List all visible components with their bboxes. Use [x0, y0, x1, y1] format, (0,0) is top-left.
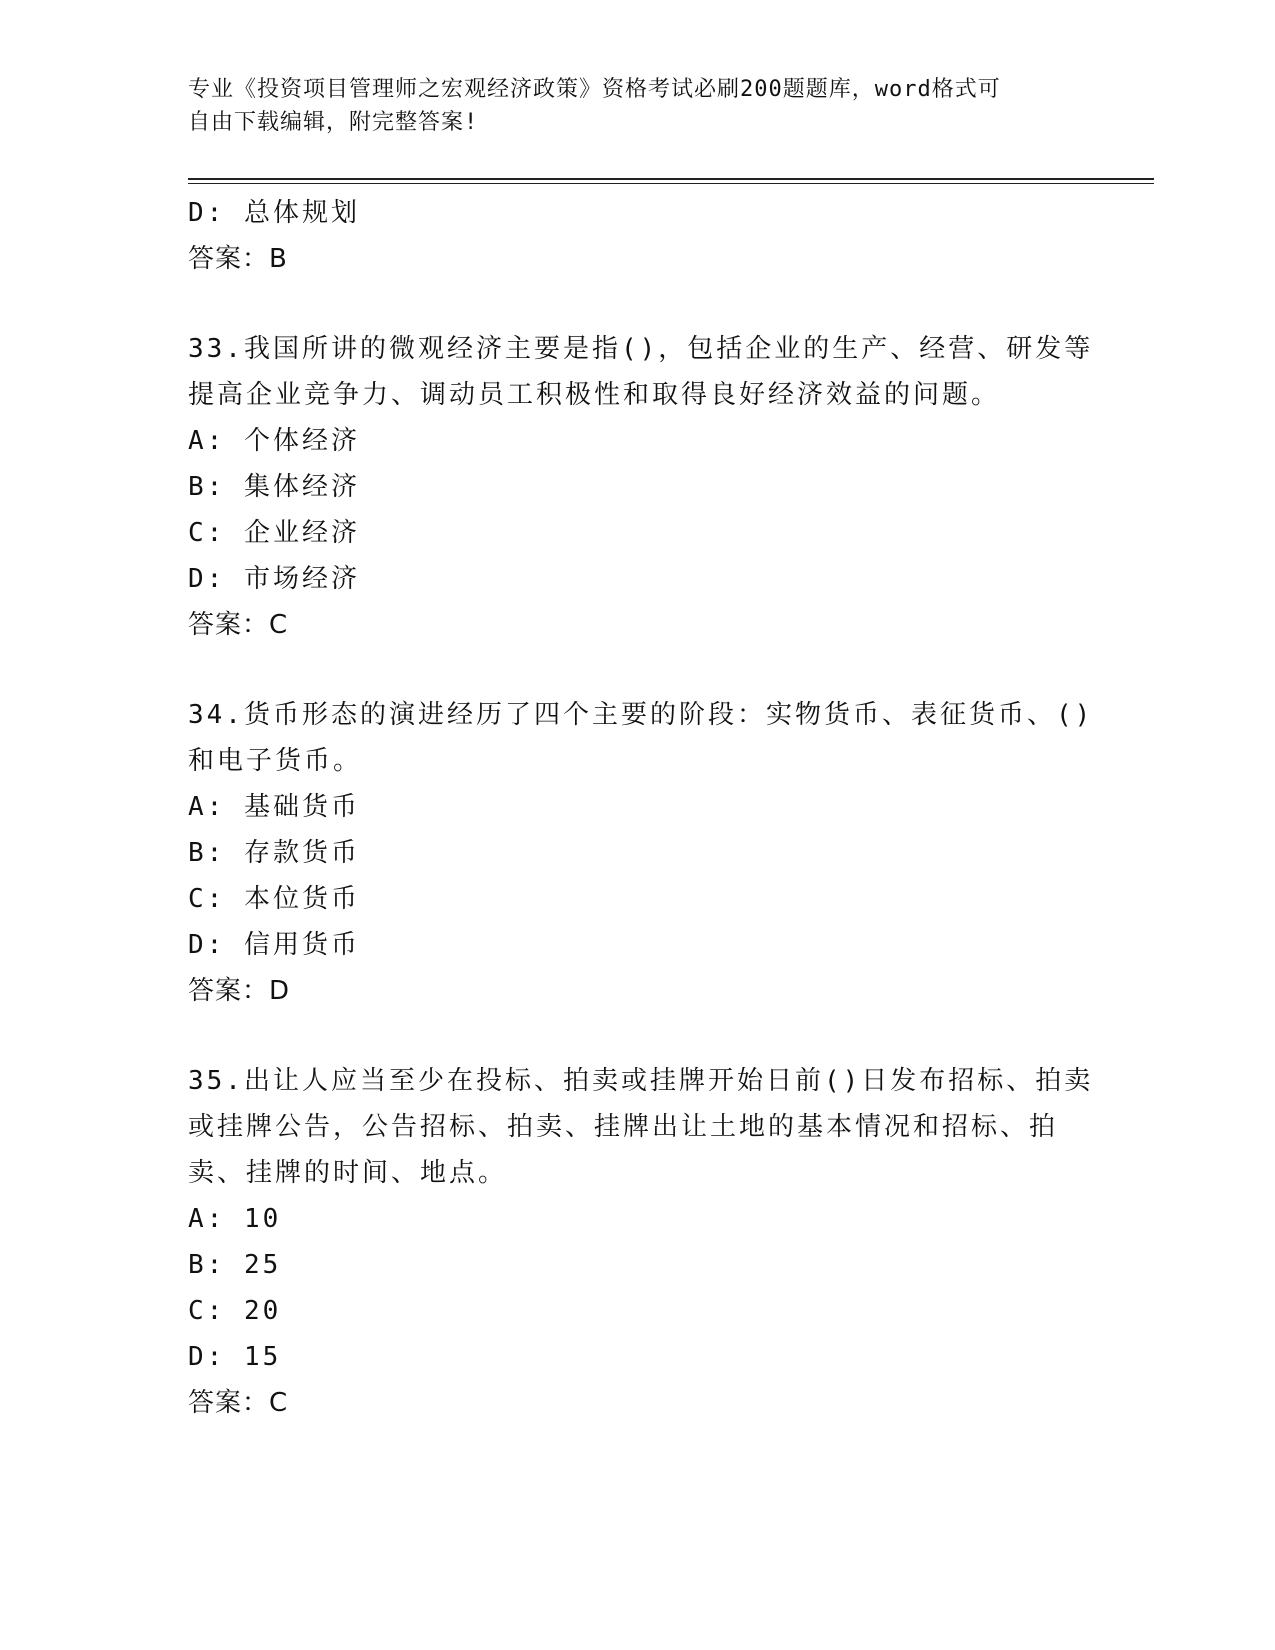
option-c: C: 20	[188, 1296, 282, 1326]
option-a: A: 基础货币	[188, 792, 360, 822]
option-b: B: 集体经济	[188, 472, 360, 502]
question-body	[188, 190, 1094, 1426]
option-d: D: 总体规划	[188, 198, 360, 228]
question-text-line-1: 34.货币形态的演进经历了四个主要的阶段：实物货币、表征货币、()	[188, 700, 1094, 730]
header-line-2: 自由下载编辑，附完整答案!	[188, 110, 479, 135]
spacer	[188, 1014, 1088, 1058]
option-d: D: 15	[188, 1342, 282, 1372]
header-divider-thick	[188, 178, 1154, 180]
header-divider-thin	[188, 183, 1154, 184]
question-text-line-2: 和电子货币。	[188, 746, 363, 776]
answer-line: 答案：C	[188, 1388, 289, 1418]
answer-line: 答案：B	[188, 244, 288, 274]
spacer	[188, 648, 1088, 692]
answer-line: 答案：D	[188, 976, 291, 1006]
previous-question-tail	[188, 190, 1088, 282]
question-33	[188, 326, 1094, 648]
question-text-line-1: 35.出让人应当至少在投标、拍卖或挂牌开始日前()日发布招标、拍卖	[188, 1066, 1094, 1096]
option-c: C: 本位货币	[188, 884, 360, 914]
option-a: A: 10	[188, 1204, 282, 1234]
option-c: C: 企业经济	[188, 518, 360, 548]
option-b: B: 25	[188, 1250, 282, 1280]
question-35	[188, 1058, 1094, 1426]
document-header	[188, 73, 1068, 139]
spacer	[188, 282, 1088, 326]
option-d: D: 市场经济	[188, 564, 360, 594]
question-text-line-3: 卖、挂牌的时间、地点。	[188, 1158, 508, 1188]
option-b: B: 存款货币	[188, 838, 360, 868]
header-line-1: 专业《投资项目管理师之宏观经济政策》资格考试必刷200题题库，word格式可	[188, 77, 1001, 102]
question-text-line-2: 或挂牌公告，公告招标、拍卖、挂牌出让土地的基本情况和招标、拍	[188, 1112, 1059, 1142]
option-d: D: 信用货币	[188, 930, 360, 960]
answer-line: 答案：C	[188, 610, 289, 640]
question-text-line-2: 提高企业竞争力、调动员工积极性和取得良好经济效益的问题。	[188, 380, 1001, 410]
question-text-line-1: 33.我国所讲的微观经济主要是指()，包括企业的生产、经营、研发等	[188, 334, 1094, 364]
question-34	[188, 692, 1094, 1014]
option-a: A: 个体经济	[188, 426, 360, 456]
